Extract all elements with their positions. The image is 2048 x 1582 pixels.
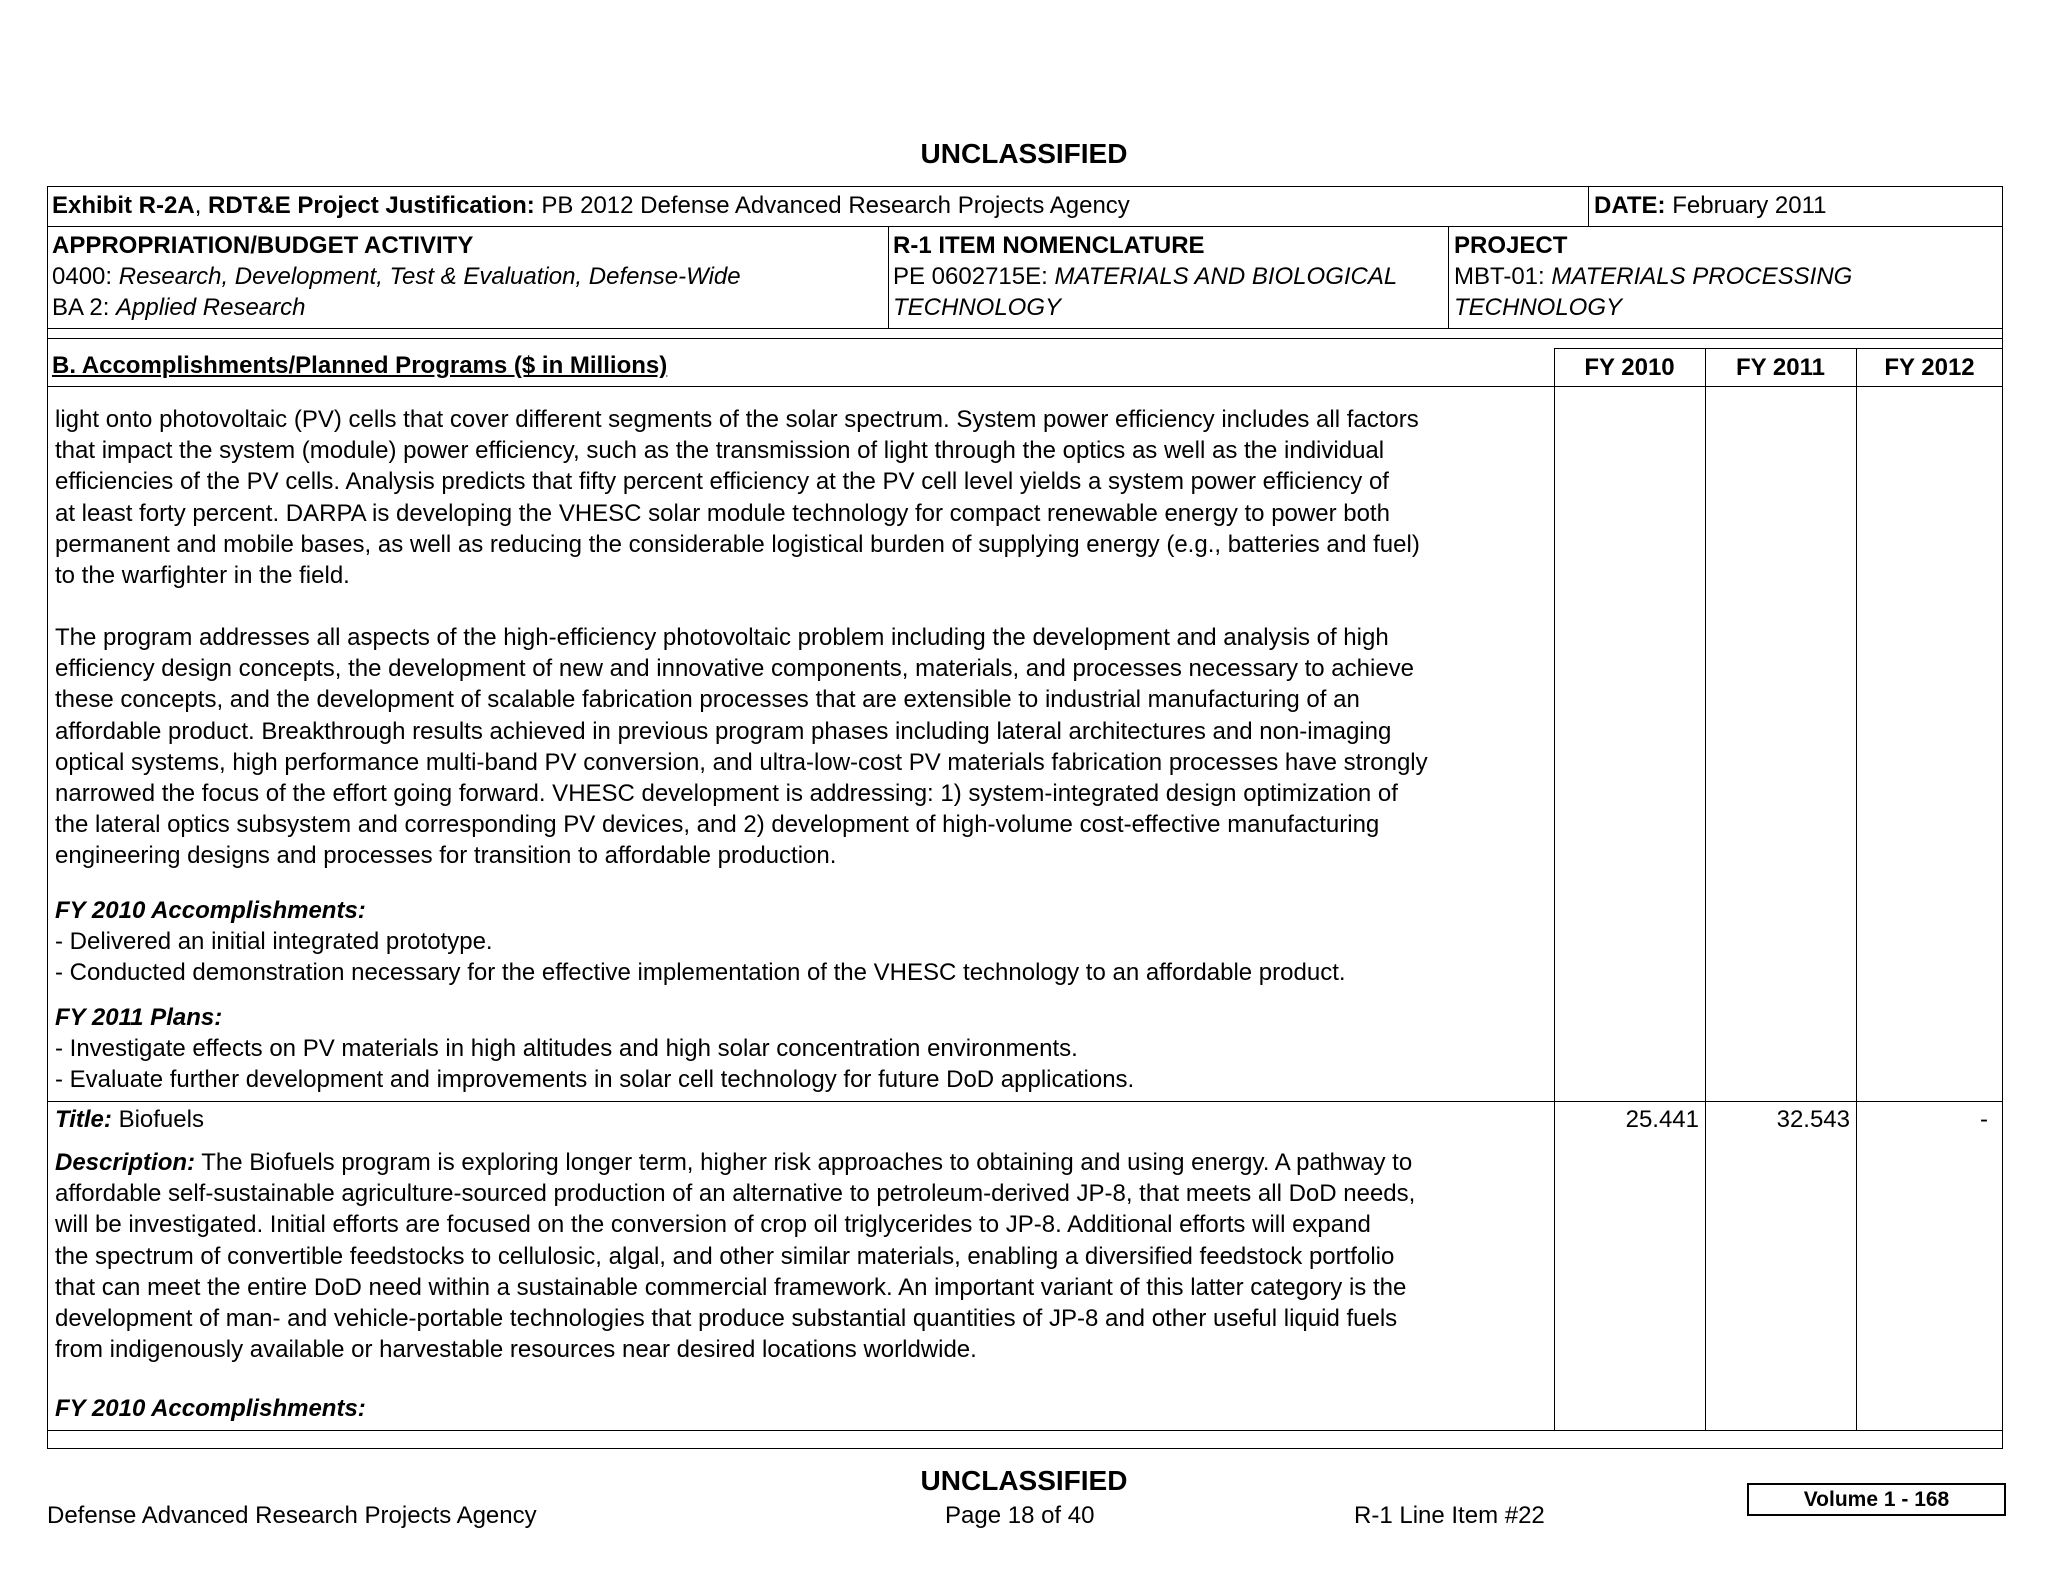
date-label: DATE: (1594, 192, 1666, 219)
budget-activity-name: Applied Research (116, 294, 306, 321)
text-line: that can meet the entire DoD need within a sustainable commercial framework. An important variant of this latter category is the (55, 1273, 1407, 1301)
text-line: efficiency design concepts, the development of new and innovative components, materials, and processes necessary to achieve (55, 655, 1415, 683)
justification-label: RDT&E Project Justification: (208, 192, 535, 219)
list-item: - Evaluate further development and improvements in solar cell technology for future DoD applications. (55, 1066, 1135, 1094)
fy2010-heading: FY 2010 Accomplishments: (55, 1395, 366, 1422)
biofuels-fy2010-value: 25.441 (1625, 1106, 1699, 1133)
text-line: development of man- and vehicle-portable technologies that produce substantial quantities of JP-8 and other useful liquid fuels (55, 1305, 1398, 1333)
text-line: light onto photovoltaic (PV) cells that cover different segments of the solar spectrum. System power efficiency includes all factors (55, 406, 1419, 433)
classification-banner-top: UNCLASSIFIED (920, 138, 1128, 169)
text-line: will be investigated. Initial efforts are focused on the conversion of crop oil triglycerides to JP-8. Additional efforts will expand (55, 1211, 1371, 1239)
title-label: Title: (55, 1106, 112, 1133)
divider (1448, 226, 1449, 328)
biofuels-fy2010 (55, 1393, 366, 1424)
text-line: affordable product. Breakthrough results achieved in previous program phases including lateral architectures and non-imaging (55, 717, 1392, 745)
divider (1588, 186, 1589, 226)
r1-item-name-cont: TECHNOLOGY (893, 294, 1062, 321)
text-line: that impact the system (module) power efficiency, such as the transmission of light through the optics as well as the individual (55, 437, 1385, 465)
appropriation-name: Research, Development, Test & Evaluation, Defense-Wide (118, 263, 741, 290)
text-line: the spectrum of convertible feedstocks to cellulosic, algal, and other similar materials, enabling a diversified feedstock portfolio (55, 1242, 1395, 1270)
volume-label: Volume 1 - 168 (1747, 1483, 2006, 1516)
divider (47, 226, 2003, 227)
fy2010-accomplishments (55, 895, 1346, 989)
text-line: at least forty percent. DARPA is developing the VHESC solar module technology for compact renewable energy to power both (55, 499, 1390, 527)
appropriation-code: 0400: (52, 263, 113, 290)
divider (1554, 348, 1555, 1430)
divider (47, 328, 2003, 329)
text-line: narrowed the focus of the effort going forward. VHESC development is addressing: 1) system-integrated design optimization of (55, 780, 1398, 808)
text-line: these concepts, and the development of scalable fabrication processes that are extensible to industrial manufacturing of an (55, 686, 1360, 714)
classification-banner-bottom: UNCLASSIFIED (920, 1465, 1128, 1496)
project-name: MATERIALS PROCESSING (1551, 263, 1853, 290)
fy2011-heading: FY 2011 Plans: (55, 1004, 223, 1031)
r1-item-code: PE 0602715E: (893, 263, 1048, 290)
exhibit-label: Exhibit R-2A (52, 192, 195, 219)
biofuels-fy2012-value: - (1980, 1106, 1988, 1133)
appropriation-label: APPROPRIATION/BUDGET ACTIVITY (52, 232, 474, 259)
narrative-paragraph (55, 622, 1428, 872)
list-item: - Investigate effects on PV materials in high altitudes and high solar concentration environments. (55, 1035, 1078, 1063)
section-title: B. Accomplishments/Planned Programs ($ in Millions) (52, 352, 668, 379)
list-item: - Delivered an initial integrated prototype. (55, 928, 493, 956)
date-field (1594, 190, 1827, 221)
project-label: PROJECT (1454, 232, 1568, 259)
text-line: The Biofuels program is exploring longer term, higher risk approaches to obtaining and using energy. A pathway to (201, 1149, 1413, 1176)
date-value: February 2011 (1672, 192, 1827, 219)
biofuels-title (55, 1104, 204, 1135)
project-code: MBT-01: (1454, 263, 1545, 290)
text-line: to the warfighter in the field. (55, 562, 350, 590)
biofuels-description (55, 1147, 1415, 1365)
text-line: from indigenously available or harvestable resources near desired locations worldwide. (55, 1336, 977, 1364)
appropriation-cell (52, 230, 741, 323)
title-value: Biofuels (118, 1106, 204, 1133)
divider (47, 1101, 2003, 1102)
footer-page-number: Page 18 of 40 (945, 1502, 1095, 1529)
text-line: the lateral optics subsystem and corresponding PV devices, and 2) development of high-volume cost-effective manufacturing (55, 811, 1380, 839)
divider (1856, 348, 1857, 1430)
divider (47, 338, 2003, 339)
r1-item-label: R-1 ITEM NOMENCLATURE (893, 232, 1205, 259)
text-line: permanent and mobile bases, as well as reducing the considerable logistical burden of supplying energy (e.g., batteries and fuel) (55, 530, 1420, 558)
divider (888, 226, 889, 328)
list-item: - Conducted demonstration necessary for the effective implementation of the VHESC technology to an affordable product. (55, 959, 1346, 987)
column-header-fy2011: FY 2011 (1736, 354, 1825, 381)
narrative-paragraph (55, 404, 1420, 591)
budget-activity-code: BA 2: (52, 294, 110, 321)
justification-value: PB 2012 Defense Advanced Research Projects Agency (541, 192, 1130, 219)
text-line: efficiencies of the PV cells. Analysis predicts that fifty percent efficiency at the PV cell level yields a system power efficiency of (55, 468, 1389, 496)
divider (47, 386, 2003, 387)
text-line: The program addresses all aspects of the high-efficiency photovoltaic problem including the development and analysis of high (55, 624, 1389, 651)
project-cell (1454, 230, 1852, 323)
footer-line-item: R-1 Line Item #22 (1354, 1502, 1545, 1529)
footer-agency: Defense Advanced Research Projects Agency (47, 1502, 537, 1529)
exhibit-title (52, 190, 1130, 221)
text-line: affordable self-sustainable agriculture-sourced production of an alternative to petroleum-derived JP-8, that meets all DoD needs, (55, 1180, 1416, 1208)
text-line: engineering designs and processes for transition to affordable production. (55, 842, 837, 870)
exhibit-separator: , (194, 192, 202, 219)
project-name-cont: TECHNOLOGY (1454, 294, 1623, 321)
column-header-fy2010: FY 2010 (1584, 354, 1675, 381)
description-label: Description: (55, 1149, 196, 1176)
divider (47, 1430, 2003, 1431)
biofuels-fy2011-value: 32.543 (1776, 1106, 1850, 1133)
fy2010-heading: FY 2010 Accomplishments: (55, 897, 366, 924)
text-line: optical systems, high performance multi-band PV conversion, and ultra-low-cost PV materials fabrication processes have strongly (55, 748, 1428, 776)
fy2011-plans (55, 1002, 1134, 1096)
r1-item-name: MATERIALS AND BIOLOGICAL (1054, 263, 1398, 290)
divider (1554, 348, 2003, 349)
column-header-fy2012: FY 2012 (1884, 354, 1975, 381)
divider (1705, 348, 1706, 1430)
r1-item-cell (893, 230, 1397, 323)
